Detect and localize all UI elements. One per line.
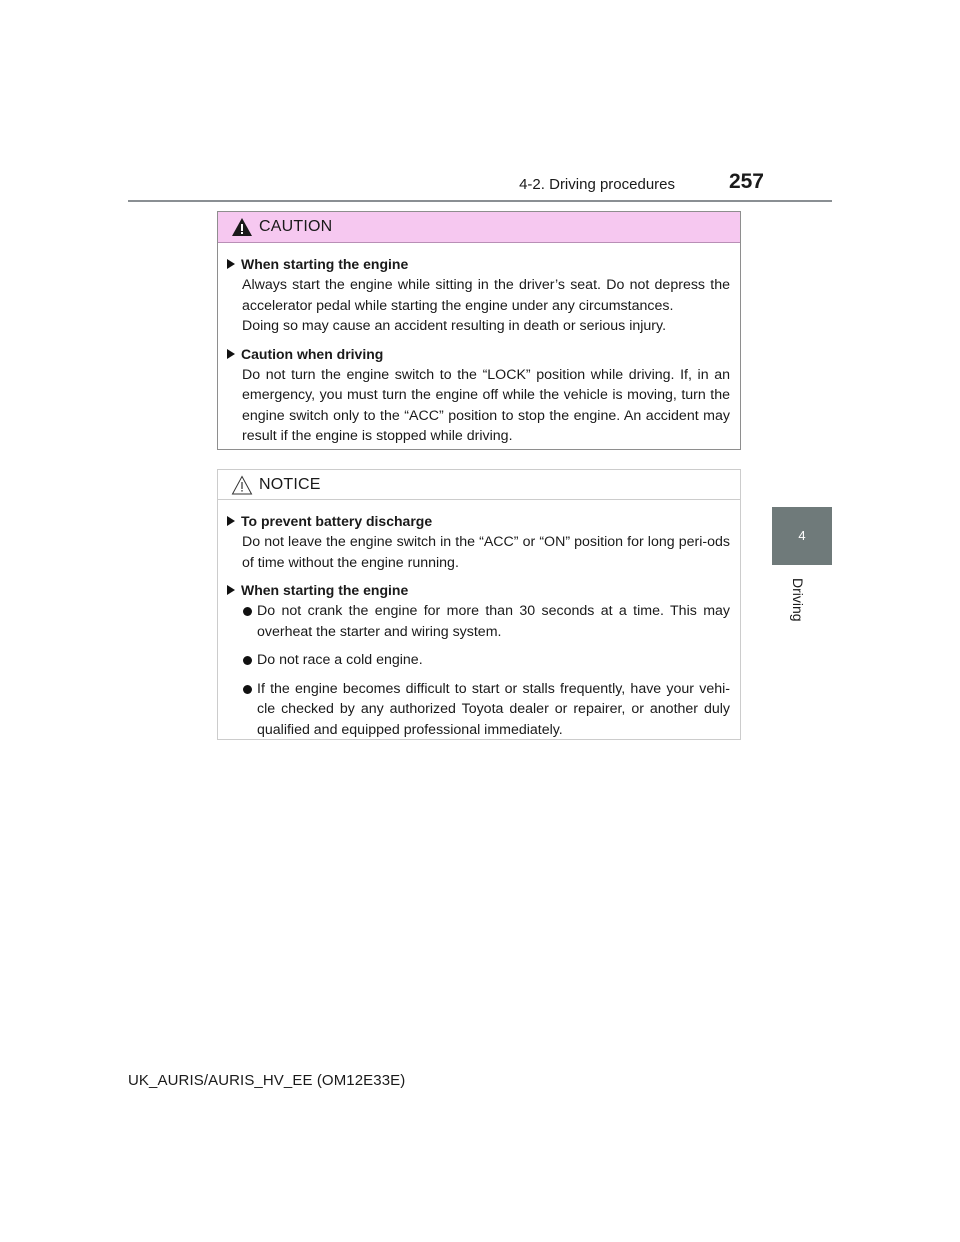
notice-box: [217, 469, 741, 740]
notice-title: NOTICE: [259, 476, 321, 493]
bullet-dot-icon: [243, 607, 252, 616]
caution-title: CAUTION: [259, 218, 333, 235]
caution-body: [218, 243, 740, 447]
notice-item-heading: When starting the engine: [224, 580, 730, 600]
pointer-triangle-icon: [227, 516, 235, 526]
page-number: 257: [728, 170, 764, 193]
caution-item-heading: Caution when driving: [224, 344, 730, 364]
notice-bullet: If the engine becomes difficult to start or stalls frequently, have your vehi-cle checked by any authorized Toyota dealer or repairer, or another duly qualified and equipped professional immediately.: [224, 679, 730, 741]
pointer-triangle-icon: [227, 349, 235, 359]
caution-item-text: Do not turn the engine switch to the “LOCK” position while driving. If, in an emergency, you must turn the engine off while the vehicle is moving, turn the engine switch only to the “ACC” position to stop the engine. An accident may result if the engine is stopped while driving.: [242, 366, 730, 444]
bullet-dot-icon: [243, 685, 252, 694]
caution-item-text: Always start the engine while sitting in the driver’s seat. Do not depress the accelerator pedal while starting the engine under any circumstances. Doing so may cause an accident resulting in death or serious injury.: [242, 277, 730, 334]
notice-bullet: Do not race a cold engine.: [224, 650, 730, 671]
notice-bullet: Do not crank the engine for more than 30 seconds at a time. This may overheat the starter and wiring system.: [224, 601, 730, 642]
notice-body: [218, 500, 740, 740]
pointer-triangle-icon: [227, 259, 235, 269]
section-title: 4-2. Driving procedures: [519, 176, 675, 193]
notice-item-heading: To prevent battery discharge: [224, 511, 730, 531]
warning-triangle-outline-icon: [231, 475, 253, 495]
caution-item-heading: When starting the engine: [224, 254, 730, 274]
caution-header: [218, 212, 740, 243]
warning-triangle-icon: [231, 217, 253, 237]
chapter-label: Driving: [790, 578, 806, 622]
footer-code: UK_AURIS/AURIS_HV_EE (OM12E33E): [128, 1072, 406, 1089]
notice-header: [218, 470, 740, 500]
caution-box: [217, 211, 741, 450]
notice-item-text: Do not leave the engine switch in the “ACC” or “ON” position for long peri-ods of time without the engine running.: [242, 534, 730, 571]
pointer-triangle-icon: [227, 585, 235, 595]
chapter-number: 4: [798, 528, 806, 543]
page-header: [128, 172, 832, 202]
bullet-dot-icon: [243, 656, 252, 665]
chapter-tab[interactable]: [772, 507, 832, 565]
